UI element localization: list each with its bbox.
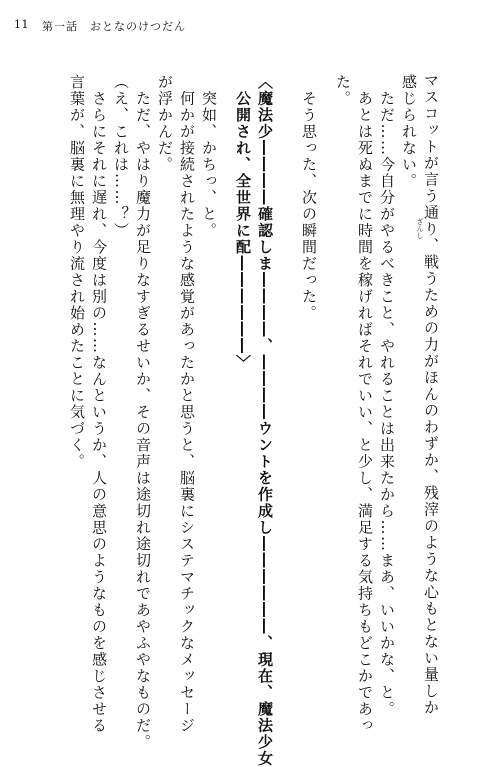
- body-text-line: マスコットが言う通り、戦うための力がほんのわずか、残滓のような心もとない量しか: [422, 56, 440, 716]
- page-number: 11: [14, 18, 29, 31]
- body-text-line: た。: [334, 74, 352, 107]
- body-text-line: が浮かんだ。: [156, 74, 174, 173]
- body-text-line: 突如、かちっ、と。: [200, 74, 218, 239]
- ruby-reading: ざんし: [416, 218, 424, 239]
- body-text-line: さらにそれに遅れ、今度は別の……なんというか、人の意思のようなものを感じさせる: [90, 74, 108, 734]
- chapter-title: 第一話 おとなのけつだん: [42, 20, 186, 33]
- body-text-line: （え、これは……？）: [112, 74, 130, 239]
- body-text-line: ただ……今自分がやるべきこと、やれることは出来たから……まあ、いいかな、と。: [378, 74, 396, 718]
- body-text-line: 何かが接続されたような感覚があったかと思うと、脳裏にシステマチックなメッセージ: [178, 74, 196, 734]
- body-text-line: そう思った、次の瞬間だった。: [300, 74, 318, 322]
- system-message-line: 〈魔法少――――確認しま――――、――――ウントを作成し――――――、現在、魔法少女: [256, 74, 274, 767]
- body-text-line: 言葉が、脳裏に無理やり流され始めたことに気づく。: [68, 74, 86, 470]
- body-text-line: ただ、やはり魔力が足りなすぎるせいか、その音声は途切れ途切れであやふやなものだ。: [134, 74, 152, 751]
- system-message-line: 公開され、全世界に配――――――〉: [234, 74, 252, 371]
- body-text-line: あとは死ぬまでに時間を稼げればそれでいい、と少し、満足する気持ちもどこかであっ: [356, 74, 374, 734]
- body-text-line: 感じられない。: [400, 74, 418, 190]
